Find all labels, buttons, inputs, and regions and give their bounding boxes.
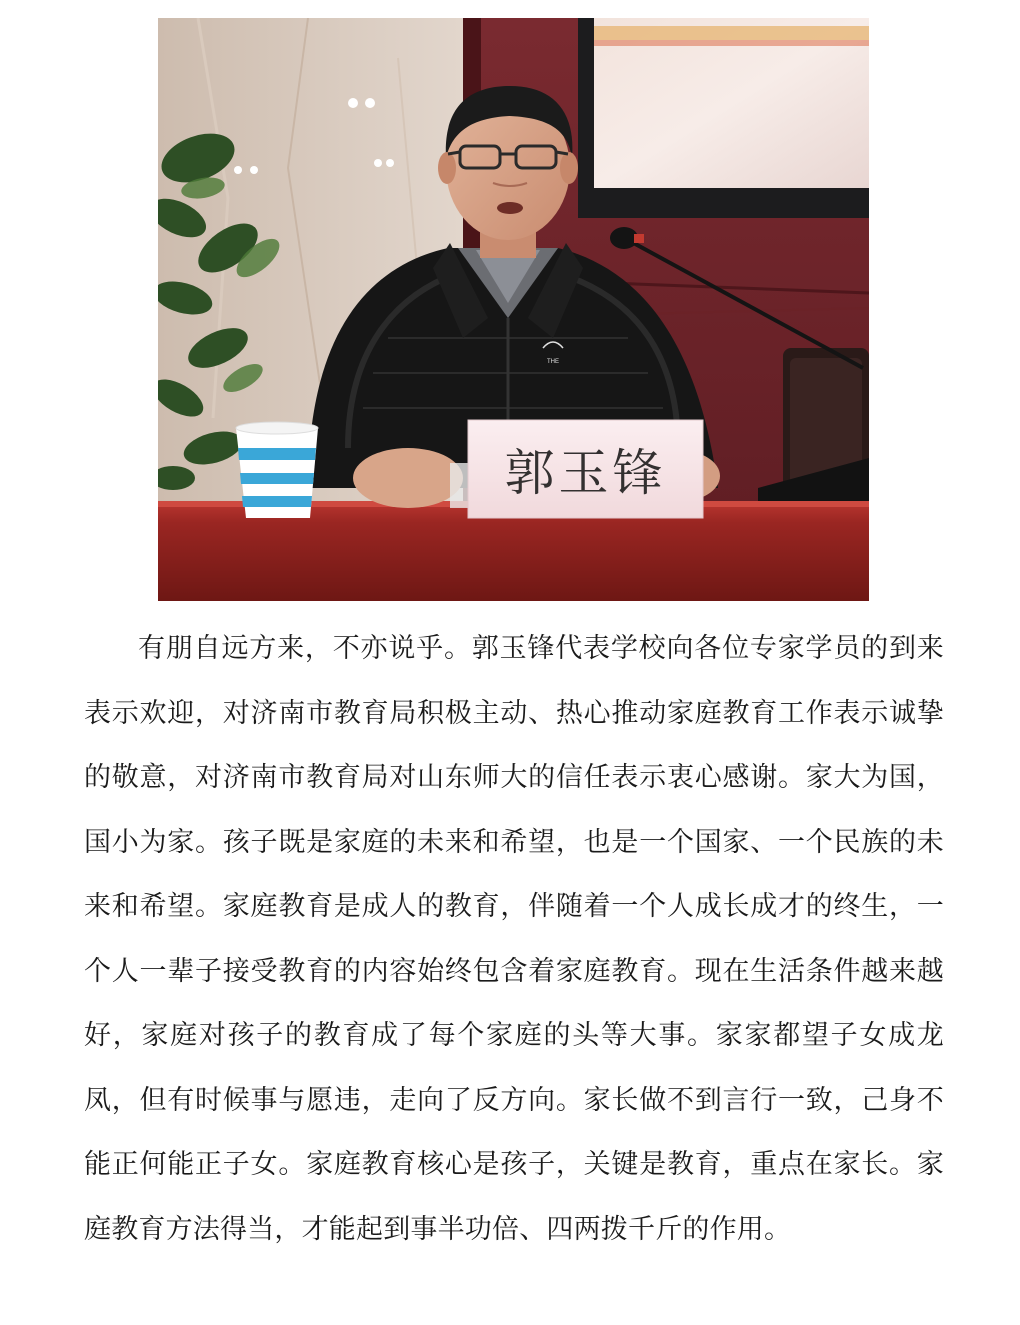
name-plate-label: 郭玉锋 (504, 444, 667, 502)
article-paragraph: 有朋自远方来，不亦说乎。郭玉锋代表学校向各位专家学员的到来表示欢迎，对济南市教育局积极主动、热心推动家庭教育工作表示诚挚的敬意，对济南市教育局对山东师大的信任表示衷心感谢。家大为国，国小为家。孩子既是家庭的未来和希望，也是一个国家、一个民族的未来和希望。家庭教育是成人的教育，伴随着一个人成长成才的终生，一个人一辈子接受教育的内容始终包含着家庭教育。现在生活条件越来越好，家庭对孩子的教育成了每个家庭的头等大事。家家都望子女成龙凤，但有时候事与愿违，走向了反方向。家长做不到言行一致，己身不能正何能正子女。家庭教育核心是孩子，关键是教育，重点在家长。家庭教育方法得当，才能起到事半功倍、四两拨千斤的作用。 (84, 633, 944, 1245)
paper-cup-icon (236, 422, 318, 518)
speaker-photo (158, 18, 869, 601)
svg-text:THE: THE (547, 359, 559, 365)
